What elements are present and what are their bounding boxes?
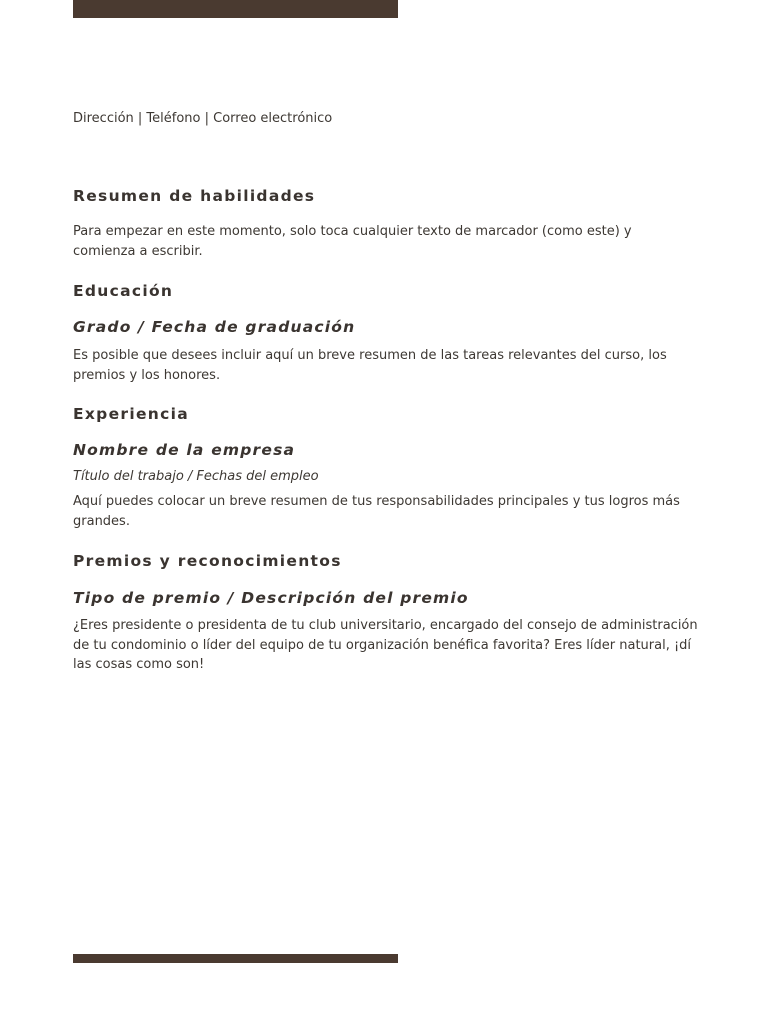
experience-heading[interactable]: Experiencia — [73, 405, 189, 423]
awards-text[interactable]: ¿Eres presidente o presidenta de tu club universitario, encargado del consejo de administración de tu condominio o líder del equipo de tu organización benéfica favorita? Eres líder natural, ¡dí las cosas como son! — [73, 618, 698, 672]
experience-job[interactable]: Título del trabajo / Fechas del empleo — [73, 469, 319, 484]
top-accent-bar — [73, 0, 398, 18]
education-degree[interactable]: Grado / Fecha de graduación — [73, 318, 356, 336]
education-heading[interactable]: Educación — [73, 282, 174, 300]
education-text[interactable]: Es posible que desees incluir aquí un breve resumen de las tareas relevantes del curso, los premios y los honores. — [73, 348, 667, 383]
awards-type[interactable]: Tipo de premio / Descripción del premio — [73, 589, 469, 607]
experience-text[interactable]: Aquí puedes colocar un breve resumen de tus responsabilidades principales y tus logros más grandes. — [73, 494, 680, 529]
contact-line[interactable]: Dirección | Teléfono | Correo electrónico — [73, 111, 333, 126]
awards-heading[interactable]: Premios y reconocimientos — [73, 552, 342, 570]
experience-company[interactable]: Nombre de la empresa — [73, 441, 296, 459]
skills-heading[interactable]: Resumen de habilidades — [73, 187, 316, 205]
skills-text[interactable]: Para empezar en este momento, solo toca cualquier texto de marcador (como este) y comienza a escribir. — [73, 224, 632, 259]
bottom-accent-bar — [73, 954, 398, 963]
